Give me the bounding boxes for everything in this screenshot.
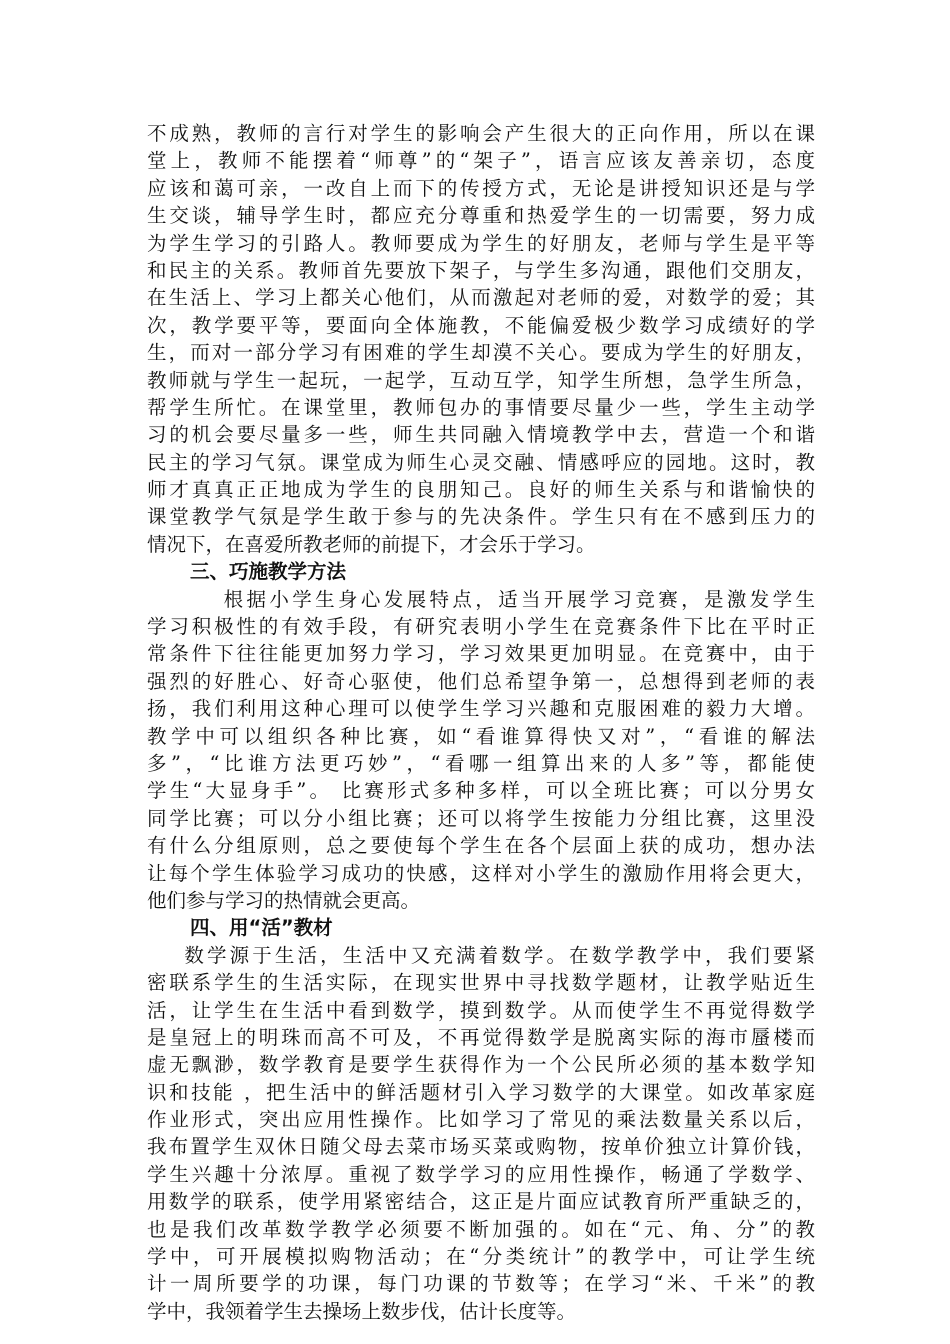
paragraph-line: 应该和蔼可亲，一改自上而下的传授方式，无论是讲授知识还是与学 [147, 176, 815, 200]
paragraph-line: 学中，我领着学生去操场上数步伐，估计长度等。 [147, 1299, 577, 1323]
paragraph-line: 次，教学要平等，要面向全体施教，不能偏爱极少数学习成绩好的学 [147, 313, 815, 337]
paragraph-line: 同学比赛；可以分小组比赛；还可以将学生按能力分组比赛，这里没 [147, 806, 815, 830]
paragraph-line: 不成熟，教师的言行对学生的影响会产生很大的正向作用，所以在课 [147, 122, 815, 145]
paragraph-line: 根据小学生身心发展特点，适当开展学习竞赛，是激发学生 [147, 587, 815, 611]
section-two-tail [147, 120, 815, 558]
paragraph-line: 常条件下往往能更加努力学习，学习效果更加明显。在竞赛中，由于 [147, 642, 815, 666]
paragraph-line: 识和技能 ，把生活中的鲜活题材引入学习数学的大课堂。如改革家庭 [147, 1080, 815, 1104]
paragraph-line: 师才真真正正地成为学生的良朋知己。良好的师生关系与和谐愉快的 [147, 478, 815, 502]
paragraph-line: 在生活上、学习上都关心他们，从而激起对老师的爱，对数学的爱；其 [147, 286, 815, 310]
paragraph-line: 计一周所要学的功课，每门功课的节数等；在学习“米、千米”的教 [147, 1272, 815, 1296]
paragraph-line: 是皇冠上的明珠而高不可及，不再觉得数学是脱离实际的海市蜃楼而 [147, 1025, 815, 1049]
paragraph-line: 学中，可开展模拟购物活动；在“分类统计”的教学中，可让学生统 [147, 1245, 815, 1269]
paragraph-line: 教学中可以组织各种比赛，如“看谁算得快又对”，“看谁的解法 [147, 724, 815, 748]
paragraph-line: 情况下，在喜爱所教老师的前提下，才会乐于学习。 [147, 532, 596, 556]
paragraph-line: 虚无飘渺，数学教育是要学生获得作为一个公民所必须的基本数学知 [147, 1053, 815, 1077]
paragraph-line: 生，而对一部分学习有困难的学生却漠不关心。要成为学生的好朋友， [147, 341, 815, 365]
paragraph-line: 密联系学生的生活实际，在现实世界中寻找数学题材，让教学贴近生 [147, 971, 815, 995]
paragraph-line: 帮学生所忙。在课堂里，教师包办的事情要尽量少一些，学生主动学 [147, 395, 815, 419]
section-three-paragraph [147, 586, 815, 915]
paragraph-line: 他们参与学习的热情就会更高。 [147, 888, 421, 912]
paragraph-line: 生交谈，辅导学生时，都应充分尊重和热爱学生的一切需要，努力成 [147, 204, 815, 228]
section-four-paragraph [147, 942, 815, 1325]
paragraph-line: 学习积极性的有效手段，有研究表明小学生在竞赛条件下比在平时正 [147, 615, 815, 639]
paragraph-line: 有什么分组原则，总之要使每个学生在各个层面上获的成功，想办法 [147, 834, 815, 858]
paragraph-line: 我布置学生双休日随父母去菜市场买菜或购物，按单价独立计算价钱， [147, 1135, 815, 1159]
paragraph-line: 数学源于生活，生活中又充满着数学。在数学教学中，我们要紧 [147, 943, 815, 967]
paragraph-line: 习的机会要尽量多一些，师生共同融入情境教学中去，营造一个和谐 [147, 423, 815, 447]
paragraph-line: 民主的学习气氛。课堂成为师生心灵交融、情感呼应的园地。这时，教 [147, 450, 815, 474]
section-heading-four: 四、用“活”教材 [190, 916, 333, 940]
paragraph-line: 课堂教学气氛是学生敢于参与的先决条件。学生只有在不感到压力的 [147, 505, 815, 529]
paragraph-line: 作业形式，突出应用性操作。比如学习了常见的乘法数量关系以后， [147, 1108, 815, 1132]
paragraph-line: 用数学的联系，使学用紧密结合，这正是片面应试教育所严重缺乏的， [147, 1190, 815, 1214]
paragraph-line: 学生“大显身手”。 比赛形式多种多样，可以全班比赛；可以分男女 [147, 779, 815, 803]
section-heading-three: 三、巧施教学方法 [190, 560, 347, 584]
paragraph-line: 也是我们改革数学教学必须要不断加强的。如在“元、角、分”的教 [147, 1217, 815, 1241]
document-body [147, 120, 815, 1325]
paragraph-line: 扬，我们利用这种心理可以使学生学习兴趣和克服困难的毅力大增。 [147, 697, 815, 721]
paragraph-line: 活，让学生在生活中看到数学，摸到数学。从而使学生不再觉得数学 [147, 998, 815, 1022]
paragraph-line: 多”，“比谁方法更巧妙”，“看哪一组算出来的人多”等，都能使 [147, 751, 815, 775]
paragraph-line: 堂上，教师不能摆着“师尊”的“架子”，语言应该友善亲切，态度 [147, 149, 815, 173]
paragraph-line: 让每个学生体验学习成功的快感，这样对小学生的激励作用将会更大， [147, 861, 815, 885]
paragraph-line: 为学生学习的引路人。教师要成为学生的好朋友，老师与学生是平等 [147, 231, 815, 255]
paragraph-line: 教师就与学生一起玩，一起学，互动互学，知学生所想，急学生所急， [147, 368, 815, 392]
paragraph-line: 强烈的好胜心、好奇心驱使，他们总希望争第一，总想得到老师的表 [147, 669, 815, 693]
paragraph-line: 学生兴趣十分浓厚。重视了数学学习的应用性操作，畅通了学数学、 [147, 1162, 815, 1186]
paragraph-line: 和民主的关系。教师首先要放下架子，与学生多沟通，跟他们交朋友， [147, 258, 815, 282]
